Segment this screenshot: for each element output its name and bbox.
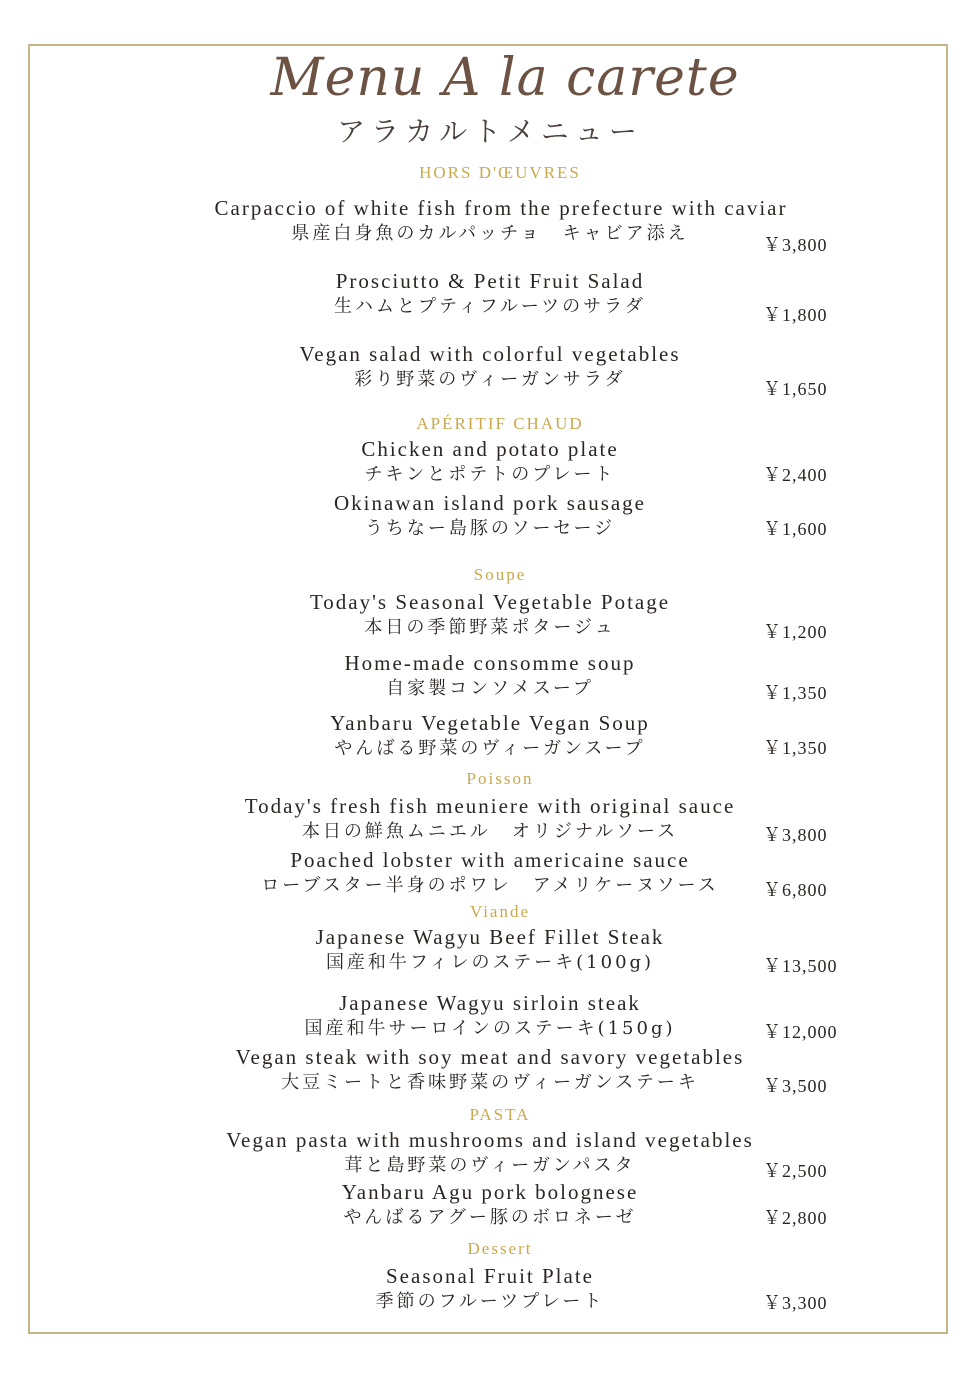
menu-item bbox=[0, 589, 980, 641]
menu-title: Menu A la carete bbox=[270, 48, 740, 108]
dish-name-jp: やんばる野菜のヴィーガンスープ bbox=[334, 738, 646, 759]
menu-item bbox=[0, 650, 980, 702]
section-heading-poisson: Poisson bbox=[466, 769, 534, 788]
dish-name-en: Okinawan island pork sausage bbox=[333, 491, 647, 515]
dish-name-jp: 自家製コンソメスープ bbox=[386, 678, 594, 699]
dish-price: ￥1,600 bbox=[763, 519, 828, 539]
dish-name-jp: 大豆ミートと香味野菜のヴィーガンステーキ bbox=[281, 1072, 699, 1093]
menu-item bbox=[0, 710, 980, 762]
dish-name-en: Home-made consomme soup bbox=[344, 651, 636, 675]
dish-name-en: Seasonal Fruit Plate bbox=[386, 1264, 594, 1288]
menu-item bbox=[0, 1179, 980, 1231]
dish-name-en: Today's fresh fish meuniere with original sauce bbox=[244, 794, 736, 818]
dish-price: ￥3,800 bbox=[763, 235, 828, 255]
menu-item bbox=[0, 1127, 980, 1179]
dish-price: ￥3,800 bbox=[763, 825, 828, 845]
section-heading-pasta: PASTA bbox=[469, 1105, 531, 1124]
dish-name-en: Prosciutto & Petit Fruit Salad bbox=[335, 269, 645, 293]
dish-price: ￥1,200 bbox=[763, 622, 828, 642]
dish-price: ￥2,400 bbox=[763, 465, 828, 485]
dish-name-en: Chicken and potato plate bbox=[361, 437, 619, 461]
section-heading-hors-doeuvres: HORS D'ŒUVRES bbox=[419, 163, 581, 182]
dish-name-en: Vegan salad with colorful vegetables bbox=[299, 342, 681, 366]
dish-name-jp: 彩り野菜のヴィーガンサラダ bbox=[354, 369, 626, 390]
dish-price: ￥1,350 bbox=[763, 738, 828, 758]
dish-name-jp: やんばるアグー豚のボロネーゼ bbox=[343, 1207, 637, 1228]
dish-price: ￥1,800 bbox=[763, 305, 828, 325]
dish-name-jp: 国産和牛フィレのステーキ(100g) bbox=[325, 952, 655, 973]
menu-item bbox=[0, 990, 980, 1042]
dish-name-en: Yanbaru Vegetable Vegan Soup bbox=[330, 711, 650, 735]
menu-item bbox=[0, 195, 980, 255]
dish-name-jp: 茸と島野菜のヴィーガンパスタ bbox=[344, 1155, 636, 1176]
dish-price: ￥2,800 bbox=[763, 1208, 828, 1228]
dish-name-jp: 生ハムとプティフルーツのサラダ bbox=[334, 296, 646, 317]
dish-name-jp: チキンとポテトのプレート bbox=[364, 464, 616, 485]
menu-item bbox=[0, 1044, 980, 1096]
dish-name-jp: 国産和牛サーロインのステーキ(150g) bbox=[304, 1018, 676, 1039]
menu-item bbox=[0, 924, 980, 976]
menu-item bbox=[0, 1263, 980, 1315]
dish-name-en: Poached lobster with americaine sauce bbox=[290, 848, 690, 872]
dish-price: ￥3,300 bbox=[763, 1293, 828, 1313]
dish-name-jp: 県産白身魚のカルパッチョ キャビア添え bbox=[291, 223, 689, 244]
dish-price: ￥12,000 bbox=[763, 1022, 838, 1042]
dish-price: ￥2,500 bbox=[763, 1161, 828, 1181]
dish-name-jp: うちなー島豚のソーセージ bbox=[364, 518, 616, 539]
dish-name-en: Today's Seasonal Vegetable Potage bbox=[309, 590, 671, 614]
menu-item bbox=[0, 436, 980, 488]
section-heading-aperitif-chaud: APÉRITIF CHAUD bbox=[416, 414, 584, 433]
dish-name-en: Japanese Wagyu Beef Fillet Steak bbox=[315, 925, 665, 949]
section-heading-dessert: Dessert bbox=[467, 1239, 533, 1258]
menu-item bbox=[0, 268, 980, 325]
section-heading-viande: Viande bbox=[469, 902, 531, 921]
section-heading-soupe: Soupe bbox=[473, 565, 527, 584]
menu-item bbox=[0, 793, 980, 845]
dish-name-en: Vegan steak with soy meat and savory vegetables bbox=[235, 1045, 745, 1069]
dish-name-en: Vegan pasta with mushrooms and island vegetables bbox=[226, 1128, 754, 1152]
menu-item bbox=[0, 847, 980, 899]
dish-price: ￥3,500 bbox=[763, 1076, 828, 1096]
dish-name-en: Yanbaru Agu pork bolognese bbox=[341, 1180, 639, 1204]
dish-price: ￥6,800 bbox=[763, 880, 828, 900]
menu-item bbox=[0, 490, 980, 542]
dish-price: ￥1,650 bbox=[763, 379, 828, 399]
dish-name-jp: 季節のフルーツプレート bbox=[375, 1291, 605, 1312]
menu-subtitle: アラカルトメニュー bbox=[337, 115, 643, 148]
dish-price: ￥13,500 bbox=[763, 956, 838, 976]
dish-price: ￥1,350 bbox=[763, 683, 828, 703]
dish-name-jp: ローブスター半身のポワレ アメリケーヌソース bbox=[261, 875, 719, 896]
dish-name-jp: 本日の鮮魚ムニエル オリジナルソース bbox=[301, 821, 679, 842]
dish-name-en: Japanese Wagyu sirloin steak bbox=[339, 991, 641, 1015]
dish-name-jp: 本日の季節野菜ポタージュ bbox=[364, 617, 616, 638]
menu-item bbox=[0, 341, 980, 399]
dish-name-en: Carpaccio of white fish from the prefecture with caviar bbox=[214, 196, 788, 220]
